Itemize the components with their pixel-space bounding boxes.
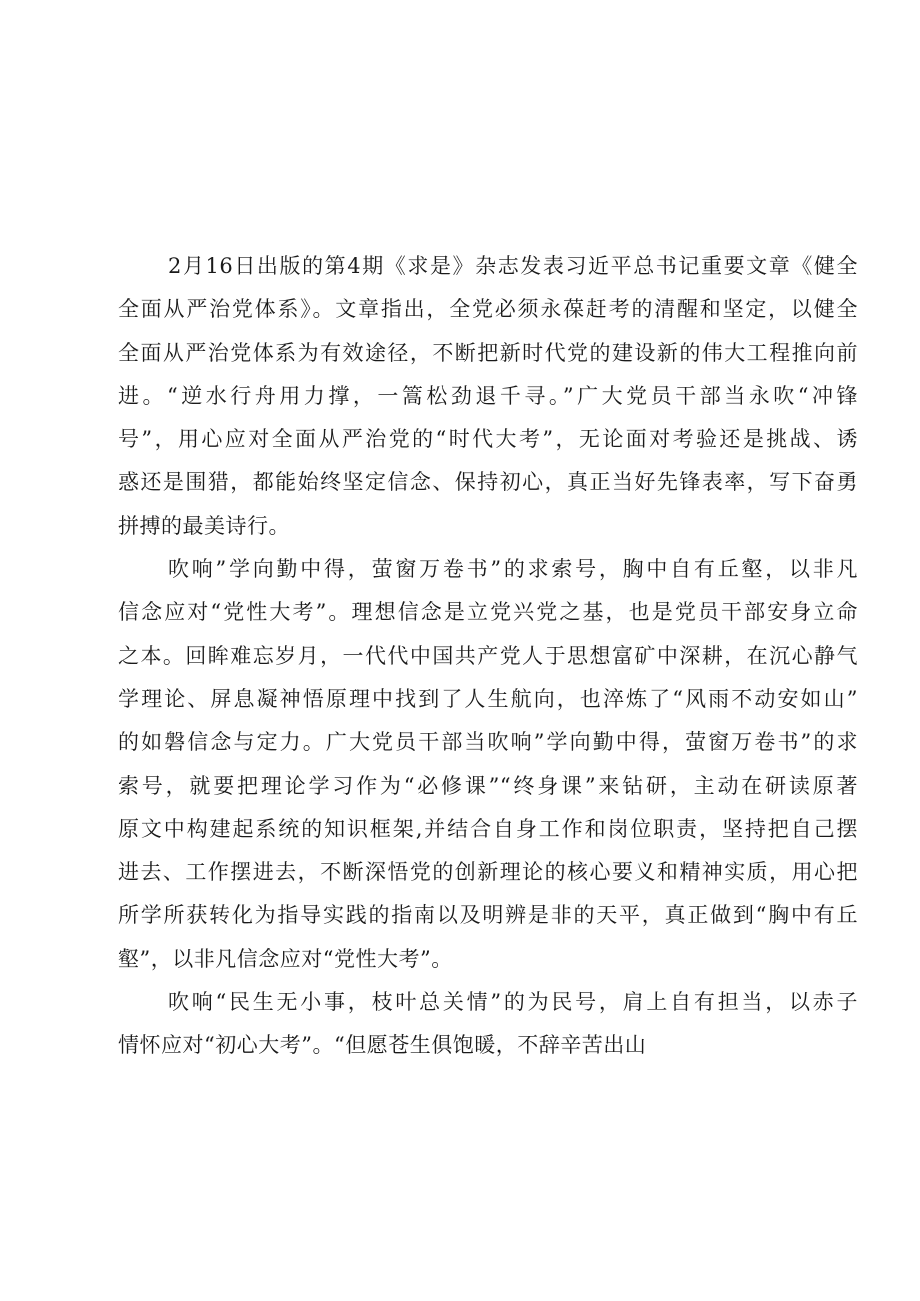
text-line: 所学所获转化为指导实践的指南以及明辨是非的天平，真正做到“胸中有丘 [118, 903, 858, 928]
text-line: 拼搏的最美诗行。 [118, 513, 290, 538]
text-line: 进。“逆水行舟用力撑，一篙松劲退千寻。”广大党员干部当永吹“冲锋 [118, 383, 858, 408]
text-line: 壑”，以非凡信念应对“党性大考”。 [118, 946, 453, 971]
paragraph-2 [118, 548, 858, 981]
text-line: 之本。回眸难忘岁月，一代代中国共产党人于思想富矿中深耕，在沉心静气 [118, 643, 858, 668]
text-line: 学理论、屏息凝神悟原理中找到了人生航向，也淬炼了“风雨不动安如山” [118, 686, 858, 711]
text-line: 原文中构建起系统的知识框架,并结合自身工作和岗位职责，坚持把自己摆 [118, 816, 858, 841]
text-line: 索号，就要把理论学习作为“必修课”“终身课”来钻研，主动在研读原著 [118, 773, 858, 798]
text-line: 号”，用心应对全面从严治党的“时代大考”，无论面对考验还是挑战、诱 [118, 427, 858, 452]
text-line: 的如磐信念与定力。广大党员干部当吹响”学向勤中得，萤窗万卷书”的求 [118, 730, 858, 755]
text-line: 进去、工作摆进去，不断深悟党的创新理论的核心要义和精神实质，用心把 [118, 860, 858, 885]
text-line: 惑还是围猎，都能始终坚定信念、保持初心，真正当好先锋表率，写下奋勇 [118, 470, 858, 495]
text-line: 信念应对“党性大考”。理想信念是立党兴党之基，也是党员干部安身立命 [118, 600, 858, 625]
paragraph-3 [118, 981, 858, 1068]
text-line: 吹响”学向勤中得，萤窗万卷书”的求索号，胸中自有丘壑，以非凡 [168, 557, 858, 582]
text-line: 全面从严治党体系为有效途径，不断把新时代党的建设新的伟大工程推向前 [118, 340, 858, 365]
document-body [118, 245, 858, 1068]
text-line: 2月16日出版的第4期《求是》杂志发表习近平总书记重要文章《健全 [168, 254, 858, 278]
paragraph-1 [118, 245, 858, 548]
text-line: 情怀应对“初心大考”。“但愿苍生俱饱暖，不辞辛苦出山 [118, 1033, 647, 1058]
text-line: 全面从严治党体系》。文章指出，全党必须永葆赶考的清醒和坚定，以健全 [118, 297, 858, 322]
text-line: 吹响“民生无小事，枝叶总关情”的为民号，肩上自有担当，以赤子 [168, 990, 858, 1015]
